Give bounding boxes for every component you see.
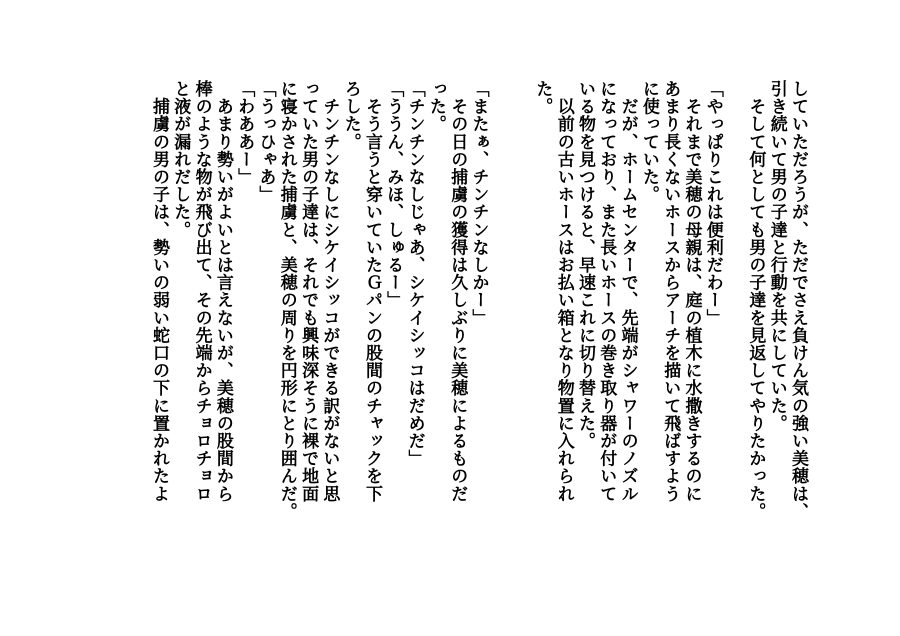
text-line: ろした。 bbox=[340, 80, 361, 151]
text-line: チンチンなしにシケイシッコができる訳がないと思 bbox=[319, 80, 340, 503]
text-line: 「チンチンなしじゃあ、シケイシッコはだめだ」 bbox=[404, 80, 425, 468]
text-line: に使っていた。 bbox=[638, 80, 659, 204]
text-line: その日の捕虜の獲得は久しぶりに美穂によるものだ bbox=[447, 80, 468, 503]
text-line: そして何としても男の子達を見返してやりたかった。 bbox=[745, 80, 766, 520]
text-line: それまで美穂の母親は、庭の植木に水撒きするのに bbox=[681, 80, 702, 503]
text-line: そう言うと穿いていたＧパンの股間のチャックを下 bbox=[362, 80, 382, 503]
text-line: あまり勢いがよいとは言えないが、美穂の股間から bbox=[212, 80, 233, 503]
text-line: 「わああー」 bbox=[234, 80, 255, 186]
text-line: だが、ホームセンターで、先端がシャワーのノズル bbox=[617, 80, 638, 503]
text-line: に寝かされた捕虜と、美穂の周りを円形にとり囲んだ。 bbox=[276, 80, 297, 520]
text-line: 「うっひゃあ」 bbox=[255, 80, 276, 204]
text-line: 捕虜の男の子は、勢いの弱い蛇口の下に置かれたよ bbox=[149, 80, 169, 503]
text-line: になっており、また長いホースの巻き取り器が付いて bbox=[596, 80, 617, 503]
text-line: 「ううん、みほ、しゅるー」 bbox=[383, 80, 404, 309]
text-line: っていた男の子達は、それでも興味深そうに裸で地面 bbox=[298, 80, 319, 503]
text-line: あまり長くないホースからアーチを描いて飛ばすよう bbox=[660, 80, 681, 503]
text-line: 引き続いて男の子達と行動を共にしていた。 bbox=[766, 80, 787, 432]
text-line: 「やっぱりこれは便利だわー」 bbox=[702, 80, 723, 327]
text-line: った。 bbox=[425, 80, 446, 133]
text-line: 「またぁ、チンチンなしかー」 bbox=[468, 80, 489, 327]
text-line: た。 bbox=[532, 80, 553, 116]
text-line: 棒のような物が飛び出て、その先端からチョロチョロ bbox=[191, 80, 212, 503]
text-line: していただろうが、ただでさえ負けん気の強い美穂は、 bbox=[788, 80, 808, 520]
text-line: 以前の古いホースはお払い箱となり物置に入れられ bbox=[553, 80, 574, 503]
text-line: と液が漏れだした。 bbox=[170, 80, 191, 239]
text-line: いる物を見つけると、早速これに切り替えた。 bbox=[575, 80, 595, 450]
